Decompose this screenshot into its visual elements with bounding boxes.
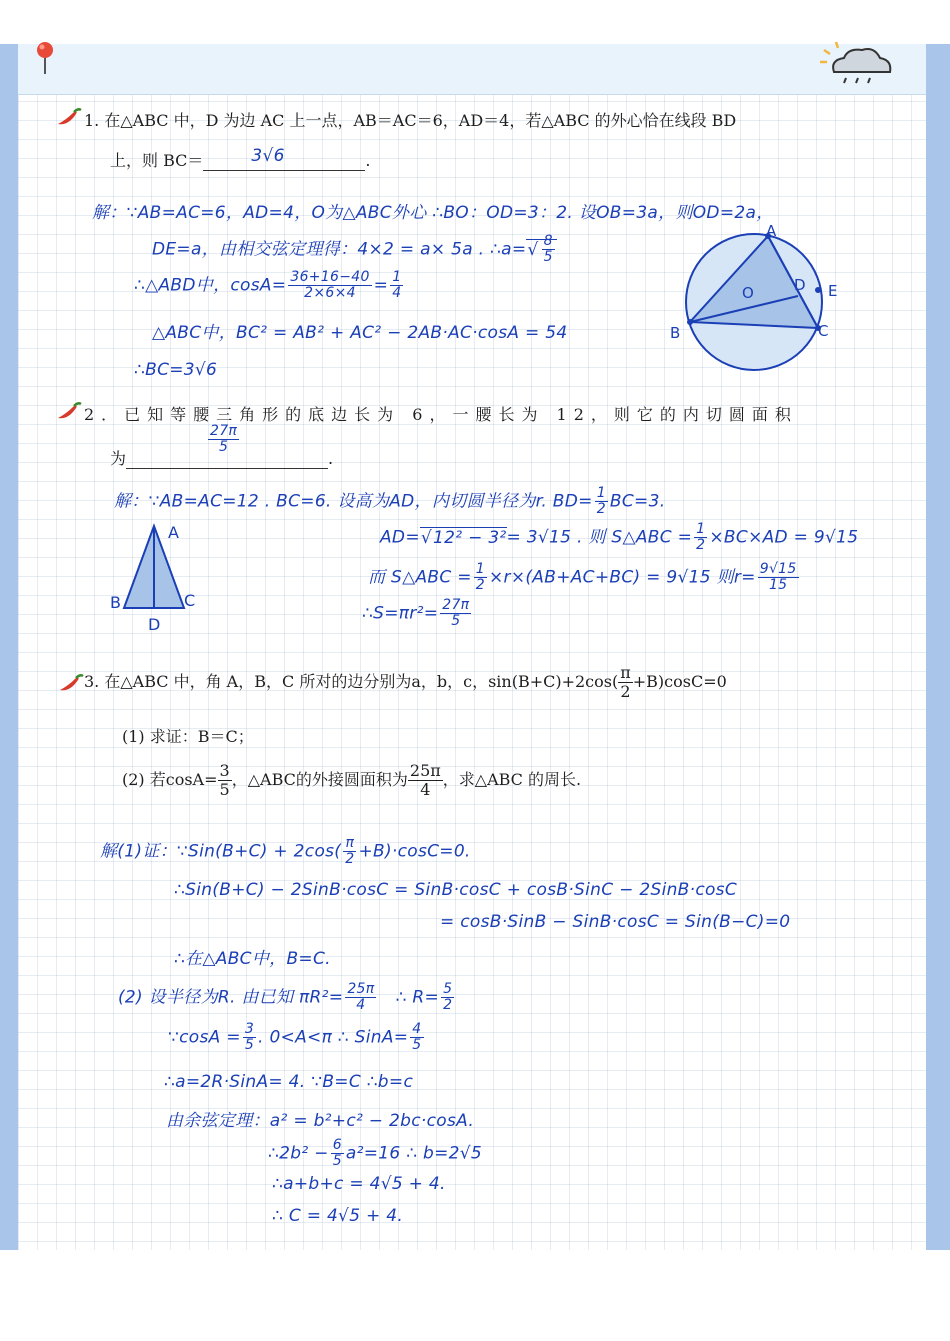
isosceles-triangle-figure: [108, 518, 208, 634]
chili-icon: [56, 402, 82, 422]
triangle-label-c: C: [184, 591, 196, 610]
figure-label-d: D: [794, 276, 806, 294]
triangle-label-a: A: [168, 523, 179, 542]
figure-label-a: A: [766, 222, 777, 240]
problem-3-solution-line-8: 由余弦定理：a² = b²+c² − 2bc·cosA.: [166, 1111, 475, 1131]
problem-1-blank-line: 上，则 BC＝ 3√6 .: [110, 146, 371, 170]
problem-1-solution-line-4: △ABC中，BC² = AB² + AC² − 2AB·AC·cosA = 54: [152, 323, 568, 343]
problem-2-answer: $\frac{27\pi}{5}$: [210, 423, 238, 455]
problem-1-solution-line-3: ∴△ABD中，cosA= $\frac{36+16-40}{2\times 6\times 4}$ = $\frac{1}{4}$: [134, 269, 402, 301]
problem-2-solution-line-4: ∴S=πr²= $\frac{27\pi}{5}$: [362, 597, 470, 629]
problem-3-part-1: (1) 求证：B＝C；: [122, 727, 254, 746]
problem-1-statement: 1. 在△ABC 中，D 为边 AC 上一点，AB＝AC＝6，AD＝4，若△ABC 的外心恰在线段 BD: [84, 111, 737, 130]
problem-2-statement: 2．已知等腰三角形的底边长为 6，一腰长为 12，则它的内切圆面积: [84, 405, 798, 424]
problem-3-solution-line-5: (2) 设半径为R. 由已知 πR²= $\frac{25\pi}{4}$ ∴ R= $\frac{5}{2}$: [118, 981, 453, 1013]
problem-3-part-2: (2) 若cosA= $\frac{3}{5}$ ，△ABC的外接圆面积为 $\frac{25\pi}{4}$ ，求△ABC 的周长.: [122, 761, 582, 799]
figure-label-e: E: [828, 282, 838, 300]
cloud-rain-icon: [816, 40, 896, 86]
problem-3-solution-line-10: ∴a+b+c = 4√5 + 4.: [272, 1174, 446, 1194]
chili-icon: [58, 674, 84, 694]
problem-3-solution-line-2: ∴Sin(B+C) − 2SinB·cosC = SinB·cosC + cosB·SinC − 2SinB·cosC: [174, 880, 738, 900]
problem-3-solution-line-9: ∴2b² − $\frac{6}{5}$ a²=16 ∴ b=2√5: [268, 1137, 483, 1169]
problem-3-statement: 3. 在△ABC 中，角 A，B，C 所对的边分别为a，b，c，sin(B+C)+2cos( $\frac{\pi}{2}$ +B)cosC=0: [84, 663, 727, 701]
problem-3-solution-line-6: ∵cosA = $\frac{3}{5}$ . 0<A<π ∴ SinA= $\frac{4}{5}$: [168, 1021, 422, 1053]
pin-icon: [32, 40, 58, 76]
chili-icon: [56, 108, 82, 128]
problem-2-solution-line-1: 解：∵AB=AC=12 . BC=6. 设高为AD，内切圆半径为r. BD= $\frac{1}{2}$ BC=3.: [114, 485, 666, 517]
problem-3-solution-line-3: = cosB·SinB − SinB·cosC = Sin(B−C)=0: [440, 912, 791, 932]
figure-label-c: C: [818, 322, 829, 340]
figure-label-o: O: [742, 284, 754, 302]
problem-1-solution-line-1: 解：∵AB=AC=6，AD=4，O为△ABC外心 ∴BO：OD=3：2. 设OB=3a，则OD=2a，: [92, 203, 774, 223]
triangle-label-d: D: [148, 615, 161, 634]
problem-2-solution-line-2: AD=√ 12² − 3²= 3√15 . 则 S△ABC = $\frac{1}{2}$ ×BC×AD = 9√15: [380, 522, 858, 553]
problem-1-answer: 3√6: [251, 146, 285, 166]
figure-label-b: B: [670, 324, 681, 342]
problem-2-blank-line: 为 $\frac{27\pi}{5}$ .: [110, 423, 334, 468]
problem-3-solution-line-7: ∴a=2R·SinA= 4. ∵B=C ∴b=c: [164, 1072, 414, 1092]
triangle-label-b: B: [110, 593, 121, 612]
problem-1-solution-line-5: ∴BC=3√6: [134, 360, 218, 380]
top-band: [18, 44, 926, 95]
problem-1-solution-line-2: DE=a，由相交弦定理得：4×2 = a× 5a . ∴a= √ $\frac{8}{5}$: [152, 234, 557, 265]
problem-3-solution-line-11: ∴ C = 4√5 + 4.: [272, 1206, 404, 1226]
problem-3-solution-line-1: 解(1)证：∵Sin(B+C) + 2cos( $\frac{\pi}{2}$ +B)·cosC=0.: [100, 835, 471, 867]
circumcircle-figure: [668, 218, 858, 378]
problem-2-solution-line-3: 而 S△ABC = $\frac{1}{2}$ ×r×(AB+AC+BC) = 9√15 则r= $\frac{9√15}{15}$: [368, 561, 797, 593]
problem-3-solution-line-4: ∴在△ABC中，B=C.: [174, 949, 331, 969]
